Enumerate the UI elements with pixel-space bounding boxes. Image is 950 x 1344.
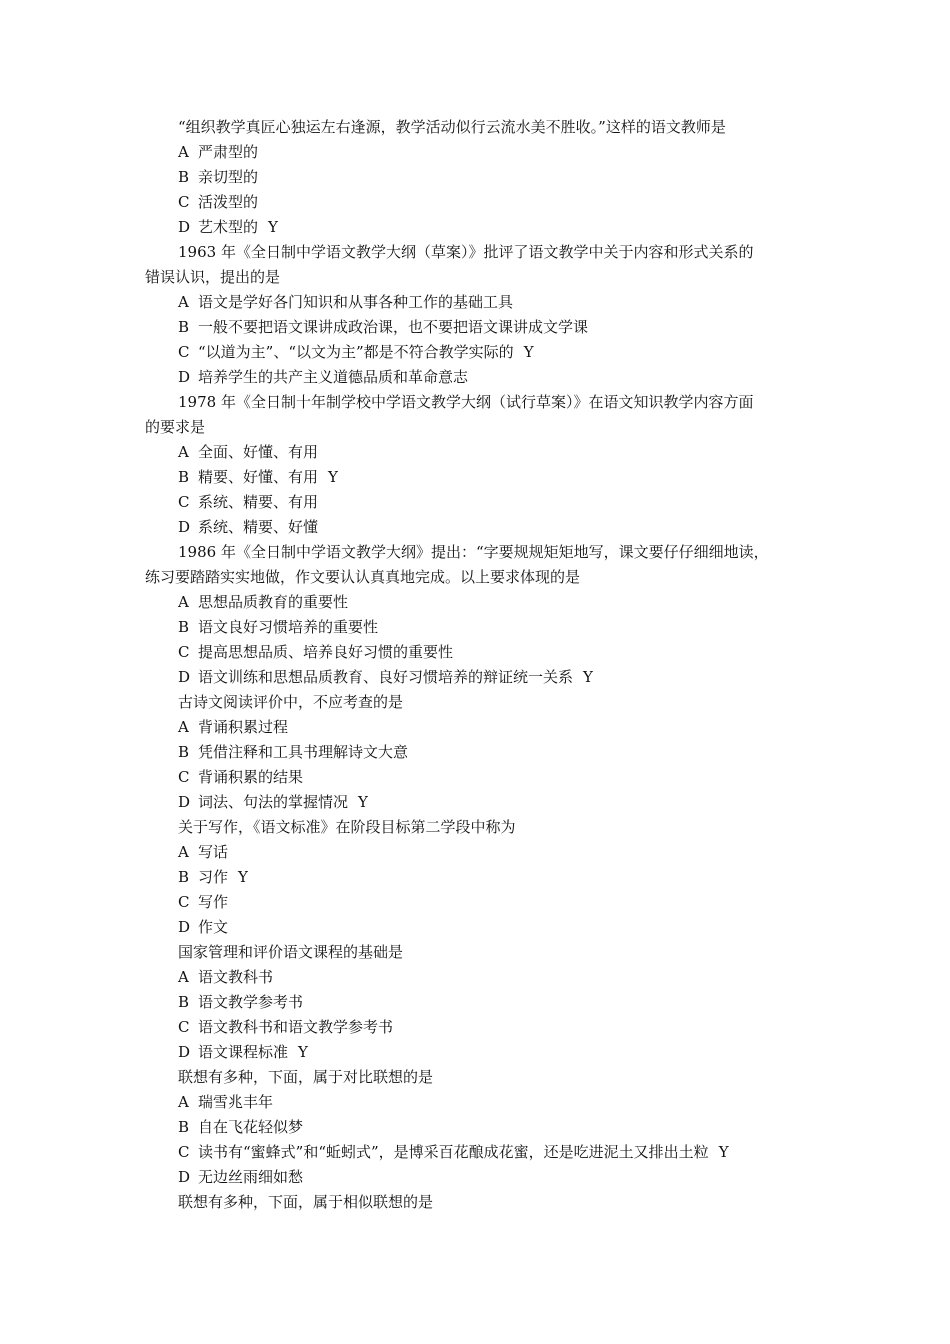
question-stem: 错误认识，提出的是 — [145, 268, 281, 286]
answer-option — [145, 190, 810, 215]
question-block — [145, 940, 810, 1065]
question-block — [145, 115, 810, 240]
answer-option — [145, 665, 810, 690]
answer-option — [145, 490, 810, 515]
option-text: 系统、精要、有用 — [198, 493, 319, 511]
option-letter: A — [178, 843, 189, 861]
correct-answer-mark: Y — [358, 793, 368, 811]
answer-option — [145, 365, 810, 390]
answer-option — [145, 290, 810, 315]
option-text: 思想品质教育的重要性 — [198, 593, 349, 611]
question-stem: 练习要踏踏实实地做，作文要认认真真地完成。以上要求体现的是 — [145, 568, 581, 586]
answer-option — [145, 440, 810, 465]
option-text: 亲切型的 — [198, 168, 259, 186]
option-text: 作文 — [198, 918, 229, 936]
answer-option — [145, 740, 810, 765]
option-letter: C — [178, 893, 190, 911]
answer-option — [145, 865, 810, 890]
option-letter: A — [178, 443, 189, 461]
option-text: 一般不要把语文课讲成政治课，也不要把语文课讲成文学课 — [198, 318, 589, 336]
answer-option — [145, 1015, 810, 1040]
question-stem: 联想有多种，下面，属于相似联想的是 — [178, 1193, 434, 1211]
correct-answer-mark: Y — [298, 1043, 308, 1061]
answer-option — [145, 765, 810, 790]
option-letter: A — [178, 1093, 189, 1111]
option-letter: C — [178, 1143, 190, 1161]
option-letter: B — [178, 1118, 190, 1136]
option-text: 精要、好懂、有用 — [198, 468, 319, 486]
option-text: 语文训练和思想品质教育、良好习惯培养的辩证统一关系 — [198, 668, 574, 686]
option-text: 培养学生的共产主义道德品质和革命意志 — [198, 368, 469, 386]
answer-option — [145, 615, 810, 640]
option-text: 系统、精要、好懂 — [198, 518, 319, 536]
answer-option — [145, 1165, 810, 1190]
option-text: 语文教科书 — [198, 968, 274, 986]
answer-option — [145, 165, 810, 190]
question-block — [145, 540, 810, 690]
answer-option — [145, 915, 810, 940]
option-text: 习作 — [198, 868, 229, 886]
answer-option — [145, 515, 810, 540]
question-stem: “组织教学真匠心独运左右逢源，教学活动似行云流水美不胜收。”这样的语文教师是 — [178, 118, 726, 136]
option-letter: C — [178, 768, 190, 786]
option-text: 语文教学参考书 — [198, 993, 304, 1011]
option-text: 艺术型的 — [198, 218, 259, 236]
option-text: 背诵积累的结果 — [198, 768, 304, 786]
option-letter: D — [178, 668, 191, 686]
option-text: 写话 — [198, 843, 229, 861]
option-letter: B — [178, 318, 190, 336]
answer-option — [145, 1090, 810, 1115]
option-text: 自在飞花轻似梦 — [198, 1118, 304, 1136]
question-stem: 古诗文阅读评价中，不应考查的是 — [178, 693, 404, 711]
option-letter: C — [178, 1018, 190, 1036]
option-text: 词法、句法的掌握情况 — [198, 793, 349, 811]
answer-option — [145, 590, 810, 615]
option-letter: B — [178, 618, 190, 636]
answer-option — [145, 1140, 810, 1165]
question-stem: 1963 年《全日制中学语文教学大纲（草案）》批评了语文教学中关于内容和形式关系的 — [178, 243, 754, 261]
answer-option — [145, 990, 810, 1015]
option-text: 语文是学好各门知识和从事各种工作的基础工具 — [198, 293, 514, 311]
option-letter: D — [178, 793, 191, 811]
answer-option — [145, 465, 810, 490]
question-stem: 1978 年《全日制十年制学校中学语文教学大纲（试行草案）》在语文知识教学内容方面 — [178, 393, 754, 411]
option-letter: B — [178, 993, 190, 1011]
answer-option — [145, 1115, 810, 1140]
option-text: 背诵积累过程 — [198, 718, 289, 736]
option-letter: C — [178, 493, 190, 511]
question-stem: 关于写作，《语文标准》在阶段目标第二学段中称为 — [178, 818, 516, 836]
option-text: 提高思想品质、培养良好习惯的重要性 — [198, 643, 454, 661]
question-block — [145, 1190, 810, 1215]
question-block — [145, 240, 810, 390]
answer-option — [145, 140, 810, 165]
answer-option — [145, 340, 810, 365]
correct-answer-mark: Y — [238, 868, 248, 886]
option-text: “以道为主”、“以文为主”都是不符合教学实际的 — [198, 343, 514, 361]
document-page — [145, 115, 810, 1215]
option-letter: B — [178, 468, 190, 486]
correct-answer-mark: Y — [523, 343, 534, 361]
correct-answer-mark: Y — [718, 1143, 729, 1161]
option-letter: D — [178, 368, 191, 386]
answer-option — [145, 840, 810, 865]
answer-option — [145, 640, 810, 665]
option-text: 语文课程标准 — [198, 1043, 289, 1061]
correct-answer-mark: Y — [268, 218, 278, 236]
option-text: 全面、好懂、有用 — [198, 443, 319, 461]
option-text: 瑞雪兆丰年 — [198, 1093, 274, 1111]
option-letter: B — [178, 743, 190, 761]
question-stem: 的要求是 — [145, 418, 206, 436]
correct-answer-mark: Y — [583, 668, 593, 686]
answer-option — [145, 890, 810, 915]
question-block — [145, 815, 810, 940]
option-text: 严肃型的 — [198, 143, 259, 161]
question-block — [145, 690, 810, 815]
option-letter: A — [178, 968, 189, 986]
option-text: 语文良好习惯培养的重要性 — [198, 618, 379, 636]
option-letter: A — [178, 293, 189, 311]
question-block — [145, 1065, 810, 1190]
answer-option — [145, 715, 810, 740]
question-stem: 联想有多种，下面，属于对比联想的是 — [178, 1068, 434, 1086]
question-block — [145, 390, 810, 540]
option-letter: B — [178, 868, 190, 886]
answer-option — [145, 965, 810, 990]
option-letter: B — [178, 168, 190, 186]
answer-option — [145, 315, 810, 340]
option-text: 活泼型的 — [198, 193, 259, 211]
option-text: 凭借注释和工具书理解诗文大意 — [198, 743, 409, 761]
option-text: 语文教科书和语文教学参考书 — [198, 1018, 394, 1036]
option-letter: C — [178, 193, 190, 211]
answer-option — [145, 1040, 810, 1065]
option-text: 写作 — [198, 893, 229, 911]
option-text: 读书有“蜜蜂式”和“蚯蚓式”，是博采百花酿成花蜜，还是吃进泥土又排出土粒 — [198, 1143, 709, 1161]
answer-option — [145, 215, 810, 240]
question-stem: 国家管理和评价语文课程的基础是 — [178, 943, 404, 961]
option-letter: C — [178, 643, 190, 661]
option-letter: D — [178, 518, 191, 536]
option-letter: D — [178, 1043, 191, 1061]
question-stem: 1986 年《全日制中学语文教学大纲》提出：“字要规规矩矩地写，课文要仔仔细细地读， — [178, 543, 769, 561]
option-letter: A — [178, 593, 189, 611]
option-letter: A — [178, 718, 189, 736]
correct-answer-mark: Y — [328, 468, 338, 486]
option-letter: A — [178, 143, 189, 161]
option-text: 无边丝雨细如愁 — [198, 1168, 304, 1186]
option-letter: D — [178, 1168, 191, 1186]
option-letter: D — [178, 218, 191, 236]
answer-option — [145, 790, 810, 815]
option-letter: C — [178, 343, 190, 361]
option-letter: D — [178, 918, 191, 936]
